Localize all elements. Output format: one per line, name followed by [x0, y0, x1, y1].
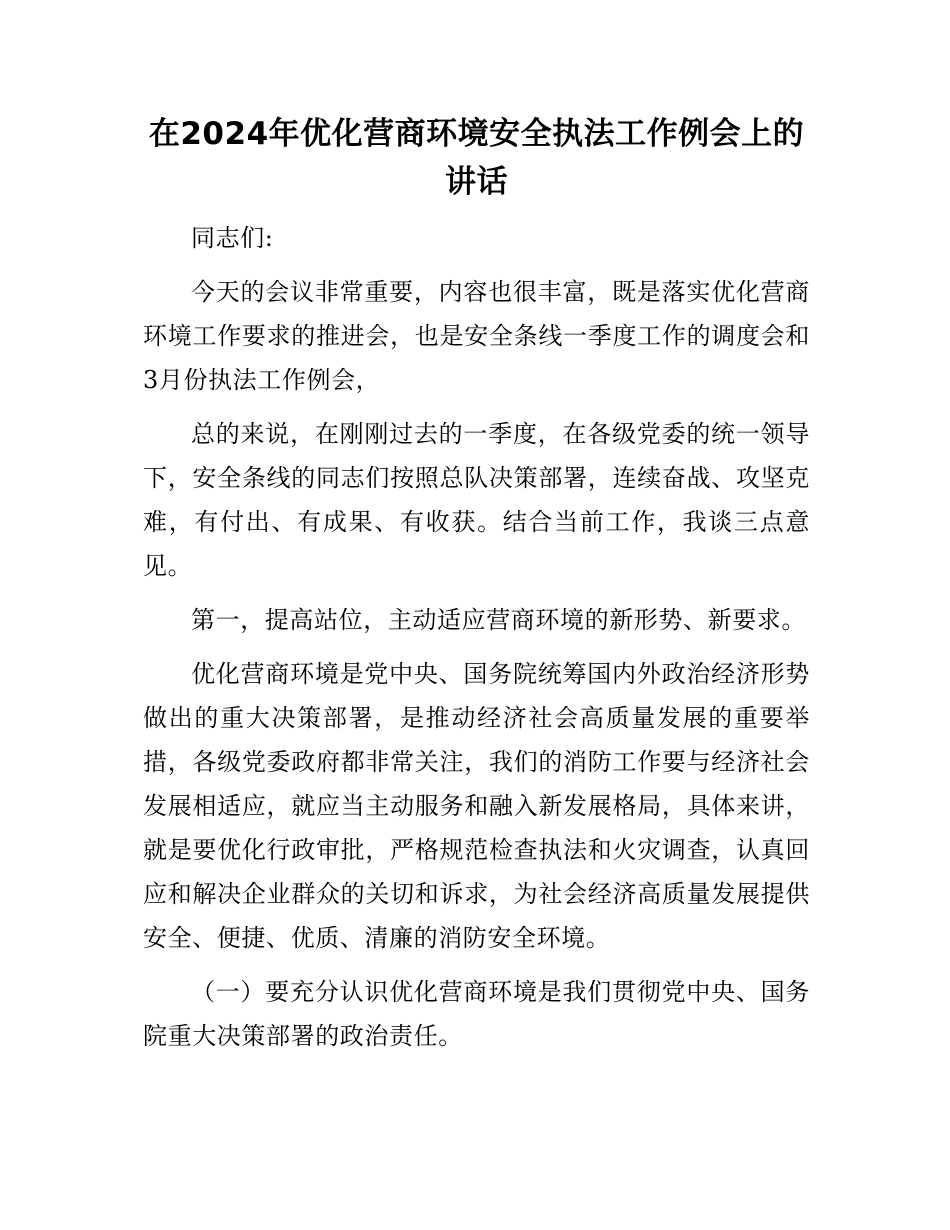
body-paragraph-business-environment: 优化营商环境是党中央、国务院统筹国内外政治经济形势做出的重大决策部署，是推动经济社会高质量发展的重要举措，各级党委政府都非常关注，我们的消防工作要与经济社会发展相适应，就应当主动服务和融入新发展格局，具体来讲，就是要优化行政审批，严格规范检查执法和火灾调查，认真回应和解决企业群众的关切和诉求，为社会经济高质量发展提供安全、便捷、优质、清廉的消防安全环境。	[143, 660, 810, 952]
body-paragraph-summary: 总的来说，在刚刚过去的一季度，在各级党委的统一领导下，安全条线的同志们按照总队决策部署，连续奋战、攻坚克难，有付出、有成果、有收获。结合当前工作，我谈三点意见。	[143, 420, 810, 580]
section-heading-first: 第一，提高站位，主动适应营商环境的新形势、新要求。	[191, 606, 806, 634]
greeting-paragraph: 同志们:	[191, 224, 274, 252]
document-body	[143, 110, 810, 1058]
body-paragraph-intro: 今天的会议非常重要，内容也很丰富，既是落实优化营商环境工作要求的推进会，也是安全条线一季度工作的调度会和3月份执法工作例会，	[143, 278, 810, 394]
document-title: 在2024年优化营商环境安全执法工作例会上的讲话	[148, 116, 805, 200]
subsection-heading-one: （一）要充分认识优化营商环境是我们贯彻党中央、国务院重大决策部署的政治责任。	[143, 978, 810, 1050]
